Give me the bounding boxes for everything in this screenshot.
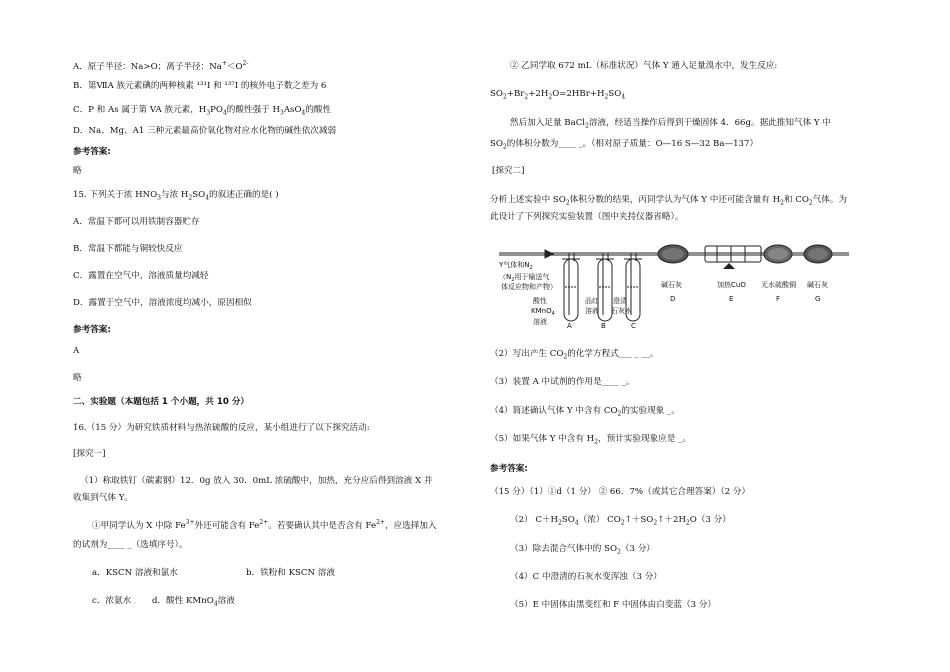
superscript: + — [221, 60, 227, 68]
bulb-f-label: 无水硫酸铜 — [761, 281, 796, 289]
question-2: （2）写出产生 $CO_2$的化学方程式___ _ __。 — [490, 349, 659, 361]
reaction-equation: $SO_2+Br_2+2H_2O=2HBr+H_2SO_4$ — [490, 89, 626, 101]
option-14c: C．P 和 As 属于第 VA 族元素，$H_3PO_4$的酸性强于 $H_3AsO_4$的酸性 — [73, 105, 332, 117]
superscript: 2- — [242, 60, 249, 68]
text-part: 然后加入足量 BaCl — [510, 118, 586, 128]
tube-c-letter: C — [631, 322, 636, 330]
text-part: 外还可能含有 Fe — [194, 521, 260, 531]
text-part: 。若要确认其中是否含有 Fe — [268, 521, 377, 531]
gas-note-line2: 体反应物和产物） — [501, 283, 557, 291]
choice-b: b．铁粉和 KSCN 溶液 — [246, 568, 335, 578]
text-part: ①甲同学认为 X 中除 Fe — [92, 521, 186, 531]
question-16-ii-cont: 然后加入足量 BaCl$_2$溶液，经适当操作后得到干燥固体 4．66g。据此推知气体 Y 中 — [510, 118, 831, 130]
tube-e-label: 加热CuO — [717, 281, 746, 289]
option-15d: D．露置于空气中，溶液浓度均减小，原因相似 — [73, 298, 252, 308]
text-part: （3 分） — [620, 544, 655, 554]
text-part: +2H — [528, 89, 549, 99]
text-part: ↑＋2H — [657, 515, 686, 525]
text-part: 的实验现象 _。 — [621, 406, 680, 416]
text-part: SO — [192, 190, 206, 200]
gas-inlet-label: Y气体和$N_2$ — [499, 261, 533, 271]
text-part: （5）如果气体 Y 中含有 H — [490, 434, 595, 444]
answer-3: （3）除去混合气体中的 $SO_2(3$ 分） — [510, 544, 655, 556]
apparatus-diagram — [497, 243, 857, 333]
text-part: （2）写出产生 CO — [490, 349, 564, 359]
text-part: ，预计实验现象应是 _。 — [598, 434, 691, 444]
choice-a: a．KSCN 溶液和氯水 — [92, 568, 178, 578]
option-14a — [73, 62, 248, 73]
tube-a-reagent-line2: KMnO$_4$ — [531, 307, 555, 317]
option-15c: C．露置在空气中，溶液质量均减轻 — [73, 271, 209, 281]
text-part: 体积分数的结果，丙同学认为气体 Y 中还可能含量有 H — [569, 195, 781, 205]
question-16-i-line2: 的试剂为____ _（选填序号）。 — [73, 540, 188, 550]
text-part: +Br — [506, 89, 525, 99]
bulb-g-label: 碱石灰 — [807, 281, 828, 289]
option-15b: B．常温下都能与铜较快反应 — [73, 244, 183, 254]
text-part: ↑＋SO — [624, 515, 654, 525]
question-16: 16.（15 分）为研究铁质材料与热浓硫酸的反应，某小组进行了以下探究活动: — [73, 423, 370, 433]
text-part: SO — [608, 89, 622, 99]
answer-1: （15 分）（1）①d（1 分） ② 66．7%（或其它合理答案）（2 分） — [490, 487, 751, 497]
answer-label: 参考答案: — [490, 464, 528, 474]
question-3: （3）装置 A 中试剂的作用是____ _。 — [490, 377, 635, 387]
question-16-ii-line3: $SO_2$的体积分数为____ _。（相对原子质量：O—16 S—32 Ba—137） — [490, 139, 759, 151]
choice-c: c．浓氨水 — [92, 596, 132, 606]
text-part: （3）除去混合气体中的 SO — [510, 544, 618, 554]
text-part: （4）简述确认气体 Y 中含有 CO — [490, 406, 618, 416]
text-part: SO — [490, 139, 503, 149]
tube-c-reagent-line1: 澄清 — [613, 297, 627, 305]
explore-two-heading: [探究二] — [492, 166, 525, 176]
question-16-i — [92, 521, 437, 532]
text-part: 和 CO — [783, 195, 809, 205]
tube-e-letter: E — [729, 295, 734, 303]
tube-a-letter: A — [567, 322, 572, 330]
text-part: SO — [561, 515, 575, 525]
explore-one-heading: [探究一] — [73, 449, 106, 459]
text-part: PO — [210, 105, 223, 115]
text-part: 15. 下列关于浓 HNO — [73, 190, 158, 200]
option-15a: A．常温下都可以用铁制容器贮存 — [73, 217, 200, 227]
answer-2: （2） $C+H_2SO_4$（浓） $CO_2↑+SO_2↑+2H_2O(3$ 分） — [510, 515, 731, 527]
bulb-d-letter: D — [670, 295, 676, 303]
tube-c-reagent-line2: 石灰水 — [611, 307, 632, 315]
choice-d: d．酸性 KMnO$_4$溶液 — [152, 596, 235, 608]
question-16-1-line2: 收集到气体 Y。 — [73, 493, 133, 503]
question-16-ii: ② 乙同学取 672 mL（标准状况）气体 Y 通入足量溴水中，发生反应: — [510, 61, 778, 71]
text-part: 气体。为 — [812, 195, 848, 205]
text-part: 溶液，经适当操作后得到干燥固体 4．66g。据此推知气体 Y 中 — [588, 118, 831, 128]
tube-b-letter: B — [601, 322, 606, 330]
tube-a-reagent-line1: 酸性 — [533, 297, 547, 305]
text-part: ，应选择加入 — [384, 521, 437, 531]
tube-a-reagent-line3: 溶液 — [533, 318, 547, 326]
question-5: （5）如果气体 Y 中含有 $H_2$，预计实验现象应是 _。 — [490, 434, 691, 446]
question-4: （4）简述确认气体 Y 中含有 $CO_2$的实验现象 _。 — [490, 406, 680, 418]
text-part: 与浓 H — [161, 190, 189, 200]
question-15: 15. 下列关于浓 $HNO_3$与浓 $H_2SO_4$的叙述正确的是( ) — [73, 190, 279, 202]
option-14a-text-mid: ＜O — [226, 62, 243, 72]
answer-5: （5）E 中固体由黑变红和 F 中固体由白变蓝（3 分） — [510, 600, 716, 610]
section-heading: 二、实验题（本题包括 1 个小题，共 10 分） — [73, 397, 250, 407]
analysis-line1: 分析上述实验中 $SO_2$体积分数的结果，丙同学认为气体 Y 中还可能含量有 $H_2$和 $CO_2$气体。为 — [490, 195, 848, 207]
answer-4: （4）C 中澄清的石灰水变浑浊（3 分） — [510, 572, 662, 582]
question-16-1-line1: （1）称取铁钉（碳素钢）12．0g 放入 30．0mL 浓硫酸中，加热，充分应后得到溶液 X 并 — [80, 476, 433, 486]
option-14a-text: A．原子半径：Na>O；离子半径：Na — [73, 62, 222, 72]
answer-text: 略 — [73, 166, 82, 176]
text-part: 的体积分数为____ _。（相对原子质量：O—16 S—32 Ba—137） — [506, 139, 759, 149]
superscript: 3+ — [185, 519, 195, 527]
text-part: 的酸性 — [305, 105, 332, 115]
superscript: 2+ — [259, 519, 269, 527]
text-part: 的酸性强于 H — [226, 105, 280, 115]
text-part: SO — [490, 89, 503, 99]
text-part: O（3 分） — [689, 515, 731, 525]
text-part: AsO — [283, 105, 302, 115]
analysis-line2: 此设计了下列探究实验装置（图中夹持仪器省略）。 — [490, 212, 684, 222]
tube-b-reagent-line1: 品红 — [585, 297, 599, 305]
answer-text: 略 — [73, 373, 82, 383]
gas-note-line1: （$N_2$用于输送气 — [499, 273, 550, 283]
answer-label: 参考答案: — [73, 325, 111, 335]
text-part: O=2HBr+H — [552, 89, 605, 99]
text-part: 分析上述实验中 SO — [490, 195, 566, 205]
text-part: （2） C＋H — [510, 515, 559, 525]
text-part: 的化学方程式___ _ __。 — [567, 349, 659, 359]
bulb-f-letter: F — [776, 295, 781, 303]
bulb-d-label: 碱石灰 — [661, 281, 682, 289]
text-part: d．酸性 KMnO — [152, 596, 214, 606]
superscript: 2+ — [376, 519, 385, 527]
text-part: （浓） CO — [578, 515, 621, 525]
text-part: C．P 和 As 属于第 VA 族元素，H — [73, 105, 207, 115]
bulb-g-letter: G — [815, 295, 821, 303]
answer-label: 参考答案: — [73, 147, 111, 157]
text-part: 的叙述正确的是( ) — [209, 190, 279, 200]
tube-b-reagent-line2: 溶液 — [585, 307, 599, 315]
answer-text: A — [73, 346, 80, 356]
option-14d: D．Na、Mg、A1 三种元素最高价氧化物对应水化物的碱性依次减弱 — [73, 126, 337, 136]
text-part: 溶液 — [217, 596, 235, 606]
option-14b: B．第ⅦA 族元素碘的两种核素 ¹³¹I 和 ¹³⁷I 的核外电子数之差为 6 — [73, 81, 327, 91]
